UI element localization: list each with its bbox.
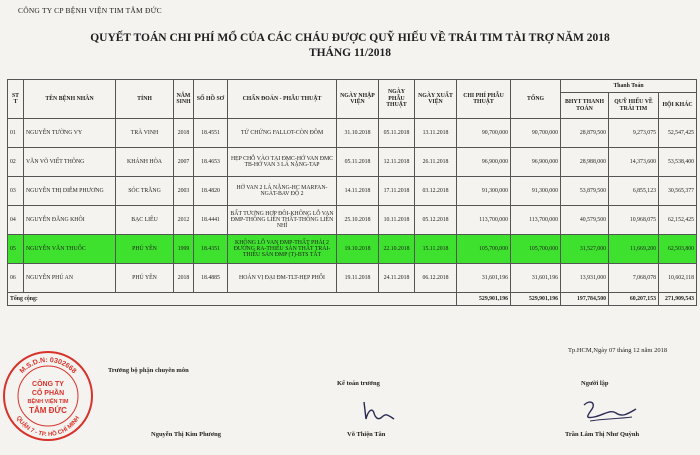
cell-surgery: 24.11.2018	[379, 264, 415, 293]
table-row	[8, 177, 697, 206]
header-stt: ST T	[8, 80, 24, 119]
header-patient: TÊN BỆNH NHÂN	[24, 80, 116, 119]
cell-surgery: 12.11.2018	[379, 148, 415, 177]
cell-patient-name: NGUYỄN THỊ DIỄM PHƯƠNG	[24, 177, 116, 206]
table-row	[8, 264, 697, 293]
cell-other: 30,565,377	[659, 177, 697, 206]
cell-record: 18.4351	[194, 235, 228, 264]
name-preparer: Trần Lâm Thị Như Quỳnh	[565, 431, 640, 438]
cell-diagnosis: HỞ VAN 2 LÁ NẶNG-HC MARFAN-NGÁT-BAV ĐỘ 2	[228, 177, 337, 206]
cell-admission: 25.10.2018	[337, 206, 379, 235]
table-row	[8, 119, 697, 148]
cell-surgery-cost: 31,601,196	[457, 264, 511, 293]
cell-stt: 04	[8, 206, 24, 235]
cell-stt: 02	[8, 148, 24, 177]
header-fund: QUỸ HIẾU VỀ TRÁI TIM	[609, 93, 659, 119]
totals-surgery-cost: 529,901,196	[457, 293, 511, 306]
cell-birth-year: 2012	[174, 206, 194, 235]
cell-record: 18.4820	[194, 177, 228, 206]
document-title: QUYẾT TOÁN CHI PHÍ MỔ CỦA CÁC CHÁU ĐƯỢC QUỸ HIẾU VỀ TRÁI TIM TÀI TRỢ NĂM 2018	[90, 32, 610, 44]
cell-surgery-cost: 105,700,000	[457, 235, 511, 264]
cell-other: 62,503,800	[659, 235, 697, 264]
cell-insurance: 13,931,000	[561, 264, 609, 293]
role-preparer: Người lập	[581, 380, 609, 387]
cell-patient-name: NGUYỄN PHÚ AN	[24, 264, 116, 293]
cell-fund: 11,669,200	[609, 235, 659, 264]
cell-total: 96,900,000	[511, 148, 561, 177]
cell-discharge: 13.11.2018	[415, 119, 457, 148]
cell-stt: 06	[8, 264, 24, 293]
cell-other: 10,602,118	[659, 264, 697, 293]
cell-birth-year: 2007	[174, 148, 194, 177]
cell-diagnosis: BẤT TƯƠNG HỢP ĐÔI-KHÔNG LỖ VAN ĐMP-THÔNG LIÊN THẤT-THÔNG LIÊN NHĨ	[228, 206, 337, 235]
table-row-highlighted	[8, 235, 697, 264]
cell-province: KHÁNH HÒA	[116, 148, 174, 177]
totals-fund: 60,207,153	[609, 293, 659, 306]
cell-diagnosis: HẸP CHỖ VÀO TẠI ĐMC-HỞ VAN ĐMC TB-HỞ VAN 3 LÁ NẶNG-TAP	[228, 148, 337, 177]
header-surgery: NGÀY PHẪU THUẬT	[379, 80, 415, 119]
cell-insurance: 28,879,500	[561, 119, 609, 148]
cell-diagnosis: HOÁN VỊ ĐẠI ĐM-TLT-HẸP PHỔI	[228, 264, 337, 293]
cell-diagnosis: KHÔNG LỖ VAN ĐMP-THẤT PHẢI 2 ĐƯỜNG RA-THIỂU SẢN THẤT TRÁI-THIỂU SẢN ĐMP (T)-BTS TẮT	[228, 235, 337, 264]
cell-insurance: 40,579,500	[561, 206, 609, 235]
cell-patient-name: NGUYỄN ĐĂNG KHÔI	[24, 206, 116, 235]
cell-insurance: 31,527,000	[561, 235, 609, 264]
cell-fund: 9,273,075	[609, 119, 659, 148]
header-admission: NGÀY NHẬP VIỆN	[337, 80, 379, 119]
cell-record: 18.4653	[194, 148, 228, 177]
cell-birth-year: 2003	[174, 177, 194, 206]
header-diagnosis: CHẨN ĐOÁN - PHẪU THUẬT	[228, 80, 337, 119]
cell-province: PHÚ YÊN	[116, 235, 174, 264]
name-department-head: Nguyễn Thị Kim Phương	[151, 431, 222, 438]
cell-province: SÓC TRĂNG	[116, 177, 174, 206]
cell-surgery-cost: 90,700,000	[457, 119, 511, 148]
company-name: CÔNG TY CP BỆNH VIỆN TIM TÂM ĐỨC	[18, 6, 162, 15]
cell-surgery-cost: 113,700,000	[457, 206, 511, 235]
cell-province: BẠC LIÊU	[116, 206, 174, 235]
cell-surgery-cost: 91,300,000	[457, 177, 511, 206]
svg-text:TÂM ĐỨC: TÂM ĐỨC	[29, 406, 67, 415]
cell-admission: 31.10.2018	[337, 119, 379, 148]
totals-other: 271,909,543	[659, 293, 697, 306]
totals-insurance: 197,784,500	[561, 293, 609, 306]
cell-insurance: 53,879,500	[561, 177, 609, 206]
cell-stt: 05	[8, 235, 24, 264]
cell-total: 31,601,196	[511, 264, 561, 293]
cell-surgery-cost: 96,900,000	[457, 148, 511, 177]
totals-total: 529,901,196	[511, 293, 561, 306]
cell-discharge: 05.12.2018	[415, 206, 457, 235]
cell-fund: 10,968,075	[609, 206, 659, 235]
cell-birth-year: 2018	[174, 119, 194, 148]
cell-total: 90,700,000	[511, 119, 561, 148]
cell-stt: 01	[8, 119, 24, 148]
cell-surgery: 10.11.2018	[379, 206, 415, 235]
preparer-signature	[580, 397, 640, 425]
cell-province: TRÀ VINH	[116, 119, 174, 148]
cell-province: PHÚ YÊN	[116, 264, 174, 293]
cell-surgery: 22.10.2018	[379, 235, 415, 264]
role-department-head: Trưởng bộ phận chuyên môn	[108, 367, 189, 374]
cell-record: 18.4551	[194, 119, 228, 148]
cell-total: 91,300,000	[511, 177, 561, 206]
cell-discharge: 26.11.2018	[415, 148, 457, 177]
cell-discharge: 06.12.2018	[415, 264, 457, 293]
chief-accountant-signature	[360, 399, 400, 425]
cell-fund: 6,855,123	[609, 177, 659, 206]
cell-discharge: 03.12.2018	[415, 177, 457, 206]
cell-admission: 14.11.2018	[337, 177, 379, 206]
svg-text:BỆNH VIỆN TIM: BỆNH VIỆN TIM	[27, 399, 69, 405]
header-insurance: BHYT THANH TOÁN	[561, 93, 609, 119]
cell-surgery: 05.11.2018	[379, 119, 415, 148]
cell-other: 52,547,425	[659, 119, 697, 148]
cell-discharge: 15.11.2018	[415, 235, 457, 264]
name-chief-accountant: Võ Thiện Tân	[347, 431, 386, 438]
totals-label: Tổng cộng:	[8, 293, 457, 306]
svg-text:M.S.D.N: 0302668: M.S.D.N: 0302668	[18, 356, 78, 376]
header-total: TỔNG	[511, 80, 561, 119]
cell-diagnosis: TỨ CHỨNG FALLOT-CÒN ĐÔM	[228, 119, 337, 148]
document-subtitle: THÁNG 11/2018	[308, 47, 392, 59]
header-payment: Thanh Toán	[561, 80, 697, 93]
cell-admission: 19.10.2018	[337, 235, 379, 264]
svg-text:QUẬN 7 - TP. HỒ CHÍ MINH: QUẬN 7 - TP. HỒ CHÍ MINH	[14, 415, 82, 439]
header-surgery-cost: CHI PHÍ PHẪU THUẬT	[457, 80, 511, 119]
svg-text:CÔNG TY: CÔNG TY	[32, 381, 64, 388]
header-province: TỈNH	[116, 80, 174, 119]
cell-other: 62,152,425	[659, 206, 697, 235]
svg-text:CỔ PHẦN: CỔ PHẦN	[31, 390, 65, 397]
cell-birth-year: 2018	[174, 264, 194, 293]
settlement-table	[7, 79, 697, 306]
cell-other: 53,538,400	[659, 148, 697, 177]
cell-stt: 03	[8, 177, 24, 206]
cell-patient-name: VĂN VÕ VIẾT THÔNG	[24, 148, 116, 177]
totals-row	[8, 293, 697, 306]
header-birth-year: NĂM SINH	[174, 80, 194, 119]
cell-patient-name: NGUYỄN TƯỜNG VY	[24, 119, 116, 148]
cell-fund: 7,068,078	[609, 264, 659, 293]
cell-admission: 19.11.2018	[337, 264, 379, 293]
signing-date: Tp.HCM,Ngày 07 tháng 12 năm 2018	[568, 347, 668, 354]
cell-insurance: 28,988,000	[561, 148, 609, 177]
header-other: HỘI KHÁC	[659, 93, 697, 119]
table-header-row	[8, 80, 697, 93]
cell-total: 105,700,000	[511, 235, 561, 264]
header-discharge: NGÀY XUẤT VIỆN	[415, 80, 457, 119]
cell-record: 18.4885	[194, 264, 228, 293]
header-record: SỐ HỒ SƠ	[194, 80, 228, 119]
role-chief-accountant: Kế toán trưởng	[337, 380, 380, 387]
cell-admission: 05.11.2018	[337, 148, 379, 177]
cell-birth-year: 1999	[174, 235, 194, 264]
cell-patient-name: NGUYỄN VĂN THUỐC	[24, 235, 116, 264]
table-row	[8, 206, 697, 235]
cell-surgery: 17.11.2018	[379, 177, 415, 206]
cell-total: 113,700,000	[511, 206, 561, 235]
cell-fund: 14,373,600	[609, 148, 659, 177]
company-stamp	[2, 350, 94, 442]
table-row	[8, 148, 697, 177]
cell-record: 18.4441	[194, 206, 228, 235]
